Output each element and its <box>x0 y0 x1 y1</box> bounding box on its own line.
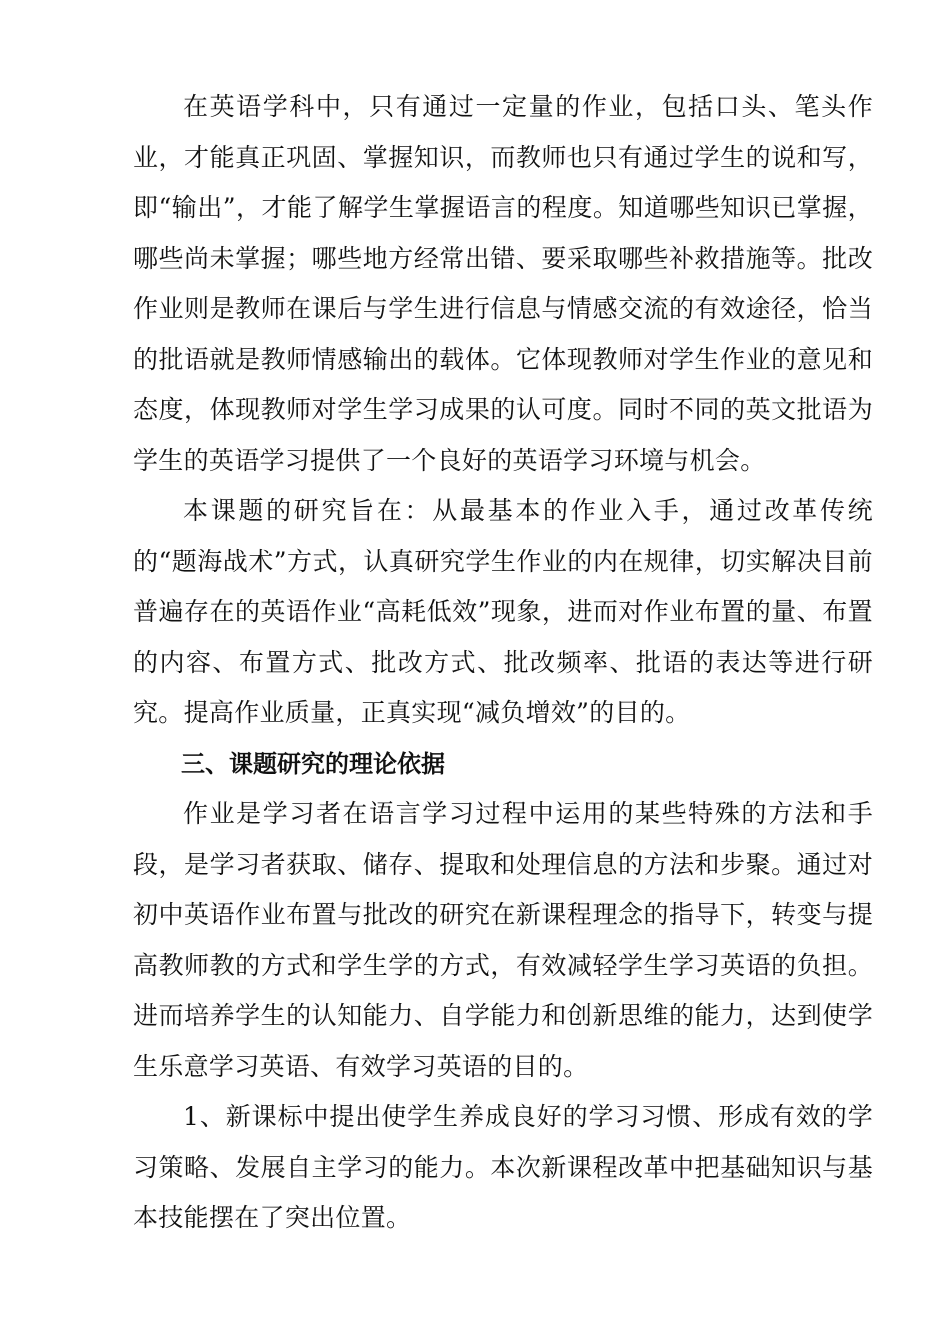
paragraph-homework-importance: 在英语学科中，只有通过一定量的作业，包括口头、笔头作业，才能真正巩固、掌握知识，而教师也只有通过学生的说和写，即“输出”，才能了解学生掌握语言的程度。知道哪些知识已掌握，哪些尚未掌握；哪些地方经常出错、要采取哪些补救措施等。批改作业则是教师在课后与学生进行信息与情感交流的有效途径，恰当的批语就是教师情感输出的载体。它体现教师对学生作业的意见和态度，体现教师对学生学习成果的认可度。同时不同的英文批语为学生的英语学习提供了一个良好的英语学习环境与机会。 <box>133 92 873 475</box>
paragraph-theory-basis: 作业是学习者在语言学习过程中运用的某些特殊的方法和手段，是学习者获取、储存、提取和处理信息的方法和步聚。通过对初中英语作业布置与批改的研究在新课程理念的指导下，转变与提高教师教的方式和学生学的方式，有效减轻学生学习英语的负担。进而培养学生的认知能力、自学能力和创新思维的能力，达到使学生乐意学习英语、有效学习英语的目的。 <box>133 799 873 1081</box>
section-heading: 三、课题研究的理论依据 <box>181 749 445 778</box>
document-body <box>133 82 873 1244</box>
paragraph-research-aim: 本课题的研究旨在：从最基本的作业入手，通过改革传统的“题海战术”方式，认真研究学生作业的内在规律，切实解决目前普遍存在的英语作业“高耗低效”现象，进而对作业布置的量、布置的内容、布置方式、批改方式、批改频率、批语的表达等进行研究。提高作业质量，正真实现“减负增效”的目的。 <box>133 496 873 727</box>
paragraph-new-curriculum: 1、新课标中提出使学生养成良好的学习习惯、形成有效的学习策略、发展自主学习的能力。本次新课程改革中把基础知识与基本技能摆在了突出位置。 <box>133 1102 873 1232</box>
